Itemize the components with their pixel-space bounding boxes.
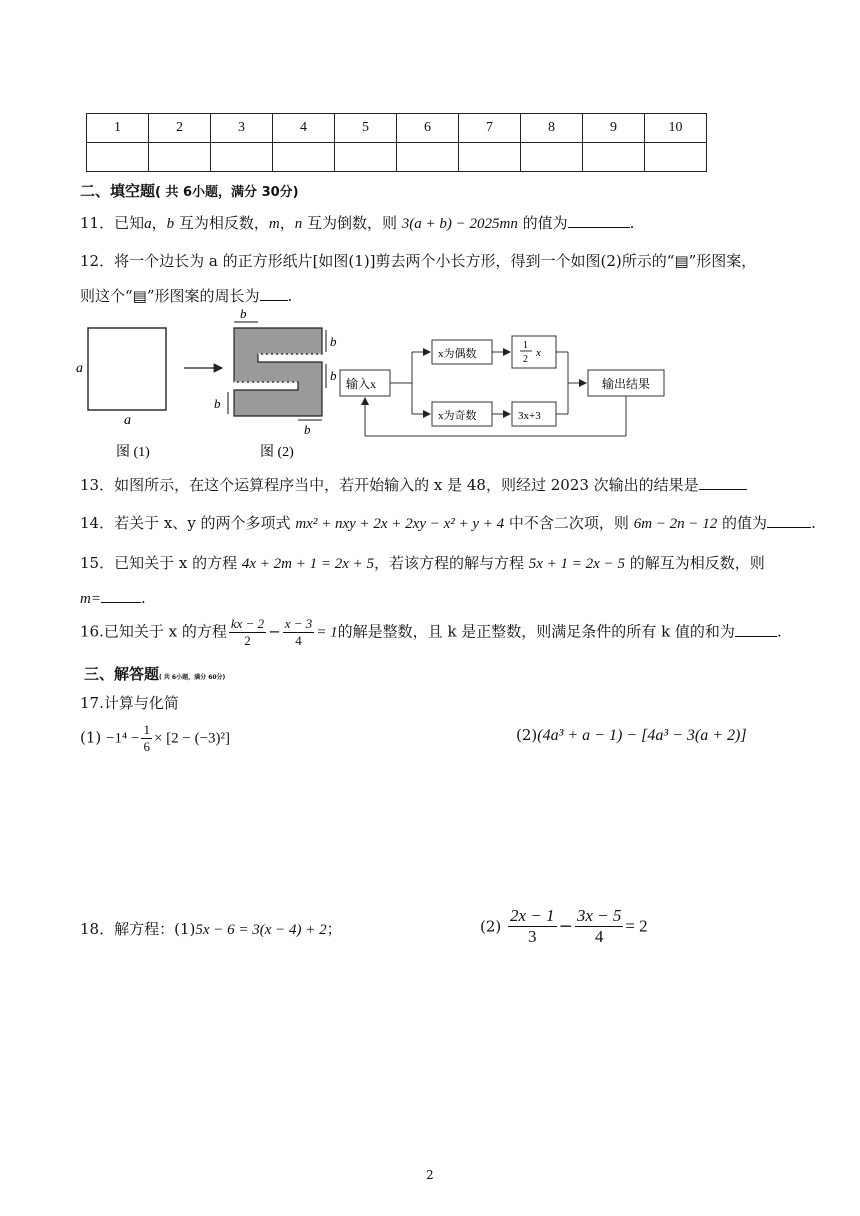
q16-equals: = 1 (316, 624, 338, 641)
q18-fraction-2-denominator: 4 (594, 927, 604, 946)
q18-fraction-1-denominator: 3 (528, 927, 537, 946)
section2-heading (80, 180, 299, 201)
q15-text: ，若该方程的解与方程 (374, 554, 529, 572)
flow-half-denominator: 2 (523, 354, 528, 365)
section2-subtitle: ( 共 6小题，满分 30分) (155, 185, 299, 200)
answer-table-header: 4 (273, 114, 335, 143)
q15-equation-1: 4x + 2m + 1 = 2x + 5 (241, 556, 374, 572)
q15-text: 的解互为相反数，则 (624, 554, 765, 572)
flow-triple-label: 3x+3 (518, 410, 541, 422)
answer-table-header: 9 (583, 114, 645, 143)
question-12-line1 (80, 250, 756, 271)
answer-cell[interactable] (645, 143, 707, 172)
q11-text: 的值为 (517, 214, 568, 232)
q12-text: ”形图案的周长为 (146, 287, 260, 305)
answer-table-header: 5 (335, 114, 397, 143)
q16-fraction-2-denominator: 4 (295, 633, 302, 648)
fig2-caption: 图 (2) (260, 445, 294, 460)
question-11 (80, 212, 634, 233)
flow-odd-label: x为奇数 (438, 410, 477, 422)
q15-text: 15．已知关于 x 的方程 (80, 554, 242, 572)
q18-part1-label: (1) (174, 920, 196, 938)
q17-part1-expr-start: −1⁴ − (106, 730, 140, 747)
question-15-line2 (80, 588, 146, 608)
flow-output-label: 输出结果 (602, 377, 651, 391)
fig1-square (88, 328, 166, 410)
question-figures (72, 306, 692, 466)
q12-text: 12．将一个边长为 a 的正方形纸片[如图(1)]剪去两个小长方形，得到一个如图(2)所示的“ (80, 252, 675, 270)
question-12-line2 (80, 285, 292, 306)
flow-input-label: 输入x (346, 377, 377, 391)
q18-fraction-2-numerator: 3x − 5 (576, 906, 622, 925)
section3-title: 三、解答题 (84, 665, 160, 683)
q16-text: 16.已知关于 x 的方程 (80, 622, 227, 641)
answer-table-header: 7 (459, 114, 521, 143)
q18-label: 18．解方程： (80, 920, 175, 938)
q16-answer-blank[interactable] (735, 622, 777, 637)
q13-text: 13．如图所示，在这个运算程序当中，若开始输入的 x 是 48，则经过 2023 次输出的结果是 (80, 476, 699, 494)
answer-cell[interactable] (583, 143, 645, 172)
s-shape-glyph-icon: ▤ (132, 287, 147, 305)
answer-cell[interactable] (211, 143, 273, 172)
q18-fraction-1 (508, 906, 557, 947)
q18-fraction-2 (575, 906, 624, 947)
q18-minus: − (558, 916, 573, 937)
s-shape-glyph-icon: ▤ (674, 252, 689, 270)
question-16 (80, 616, 782, 649)
answer-cell[interactable] (397, 143, 459, 172)
q17-part1-expr-end: × [2 − (−3)²] (153, 730, 231, 747)
q17-part2-expression: (4a³ + a − 1) − [4a³ − 3(a + 2)] (537, 727, 747, 744)
q17-part1-fraction (141, 722, 152, 755)
q16-text: 的解是整数，且 k 是正整数，则满足条件的所有 k 值的和为 (337, 622, 735, 641)
answer-table (86, 113, 707, 172)
q18-part2-label: (2) (480, 917, 502, 936)
q16-fraction-2-numerator: x − 3 (284, 616, 313, 631)
answer-cell[interactable] (87, 143, 149, 172)
q11-var-m: m (268, 216, 280, 232)
q14-answer-blank[interactable] (767, 513, 811, 528)
q14-end: . (811, 514, 816, 532)
q11-text: ， (279, 214, 295, 232)
answer-cell[interactable] (335, 143, 397, 172)
answer-cell[interactable] (273, 143, 335, 172)
q11-end: . (629, 214, 635, 232)
answer-table-header: 2 (149, 114, 211, 143)
q16-fraction-2 (283, 616, 315, 649)
b-label: b (330, 334, 337, 349)
q11-var-b: b (166, 216, 175, 232)
q14-polynomials: mx² + nxy + 2x + 2xy − x² + y + 4 (295, 516, 505, 532)
answer-table-header: 8 (521, 114, 583, 143)
q17-part2-label: (2) (516, 726, 538, 744)
answer-table-answer-row (87, 143, 707, 172)
question-18-part-2 (480, 906, 648, 947)
question-13 (80, 474, 747, 495)
section2-title: 二、填空题 (80, 182, 156, 200)
q15-text: m= (80, 591, 101, 607)
question-17-part-1 (80, 722, 230, 755)
q14-text: 的值为 (717, 514, 768, 532)
q12-text: ”形图案， (688, 252, 757, 270)
flow-half-box (512, 336, 556, 368)
q14-text: 中不含二次项，则 (504, 514, 634, 532)
q15-equation-2: 5x + 1 = 2x − 5 (528, 556, 625, 572)
answer-cell[interactable] (521, 143, 583, 172)
answer-table-header: 1 (87, 114, 149, 143)
flow-half-numerator: 1 (523, 340, 528, 351)
b-label: b (304, 422, 311, 437)
q11-text: 互为倒数，则 (302, 214, 402, 232)
q17-part1-label: (1) (80, 728, 102, 747)
q11-expression: 3(a + b) − 2025mn (401, 216, 518, 232)
q12-answer-blank[interactable] (260, 286, 288, 301)
answer-cell[interactable] (459, 143, 521, 172)
b-label: b (240, 306, 247, 321)
fig2-s-shape (234, 328, 322, 416)
q15-answer-blank[interactable] (101, 588, 141, 603)
q12-text: 则这个“ (80, 287, 133, 305)
b-label: b (330, 368, 337, 383)
q16-end: . (776, 622, 782, 641)
q11-answer-blank[interactable] (568, 213, 630, 228)
q15-end: . (140, 589, 146, 607)
q11-var-a: a (144, 216, 152, 232)
q18-fraction-1-numerator: 2x − 1 (510, 906, 555, 925)
q12-end: . (287, 287, 293, 305)
q11-text: 11．已知 (80, 214, 145, 232)
answer-table-header-row (87, 114, 707, 143)
q17-part1-numerator: 1 (143, 722, 150, 737)
answer-table-header: 3 (211, 114, 273, 143)
question-15-line1 (80, 552, 765, 573)
q11-text: 互为相反数， (174, 214, 269, 232)
question-14 (80, 512, 816, 533)
answer-cell[interactable] (149, 143, 211, 172)
answer-table-header: 10 (645, 114, 707, 143)
flow-even-label: x为偶数 (438, 348, 477, 360)
fig1-caption: 图 (1) (116, 445, 150, 460)
question-17-part-2 (516, 726, 747, 745)
q11-text: ， (151, 214, 167, 232)
section3-heading (84, 663, 225, 684)
q18-part1-end: ； (326, 920, 342, 938)
section3-subtitle: ( 共 6小题，满分 60分) (159, 674, 226, 681)
q14-text: 14．若关于 x、y 的两个多项式 (80, 514, 296, 532)
b-label: b (214, 396, 221, 411)
fig1-side-bottom-label: a (124, 413, 131, 428)
question-18-part-1 (80, 918, 342, 939)
q16-minus: − (268, 622, 281, 641)
q18-part1-equation: 5x − 6 = 3(x − 4) + 2 (195, 922, 327, 938)
q14-expression: 6m − 2n − 12 (633, 516, 718, 532)
q16-fraction-1-denominator: 2 (244, 633, 251, 648)
question-17-title: 17.计算与化简 (80, 694, 179, 712)
flow-half-variable: x (536, 347, 541, 359)
q16-fraction-1-numerator: kx − 2 (230, 616, 265, 631)
fig1-side-left-label: a (76, 361, 83, 376)
q18-equals: = 2 (625, 916, 648, 936)
q11-var-n: n (294, 216, 303, 232)
page-number: 2 (426, 1168, 434, 1182)
q16-fraction-1 (229, 616, 266, 649)
q17-part1-denominator: 6 (143, 739, 150, 754)
answer-table-header: 6 (397, 114, 459, 143)
q13-answer-blank[interactable] (699, 475, 747, 490)
